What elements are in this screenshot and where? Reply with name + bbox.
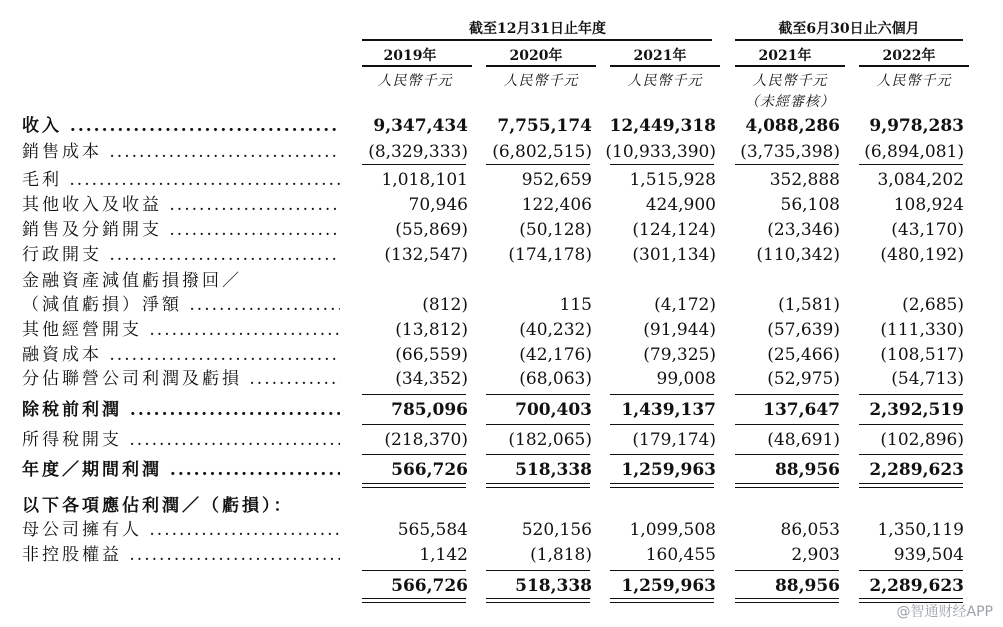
row-value: (3,735,398) xyxy=(740,142,840,162)
row-value: 352,888 xyxy=(769,170,840,190)
row-value: 70,946 xyxy=(408,195,468,215)
table-row xyxy=(0,574,1003,598)
row-value: (4,172) xyxy=(654,295,716,315)
row-value: 1,439,137 xyxy=(621,400,716,420)
row-label: 母公司擁有人 ..... xyxy=(22,518,340,542)
double-rule xyxy=(735,598,839,603)
double-rule xyxy=(362,598,466,603)
single-rule xyxy=(735,570,839,571)
table-row xyxy=(0,218,1003,242)
row-value: (50,128) xyxy=(519,220,592,240)
single-rule xyxy=(735,424,839,425)
row-value: 7,755,174 xyxy=(497,116,592,136)
single-rule xyxy=(859,570,963,571)
row-value: 115 xyxy=(559,295,592,315)
single-rule xyxy=(859,394,963,395)
row-value: (34,352) xyxy=(395,369,468,389)
row-value: 566,726 xyxy=(391,576,468,596)
year-rule xyxy=(362,65,472,67)
row-value: 3,084,202 xyxy=(877,170,964,190)
row-label xyxy=(22,574,340,598)
row-label: 分佔聯營公司利潤及虧損 ..... xyxy=(22,367,340,391)
table-row xyxy=(0,494,1003,518)
row-label: 融資成本 ..... xyxy=(22,343,340,367)
row-value: (812) xyxy=(422,295,468,315)
unit-label: 人民幣千元 xyxy=(503,73,579,89)
row-value: (66,559) xyxy=(395,345,468,365)
double-rule xyxy=(610,598,714,603)
single-rule xyxy=(610,424,714,425)
row-value: 2,289,623 xyxy=(869,576,964,596)
table-row xyxy=(0,168,1003,192)
row-value: 160,455 xyxy=(645,545,716,565)
single-rule xyxy=(362,424,466,425)
row-value: (182,065) xyxy=(508,430,592,450)
row-value: 2,903 xyxy=(791,545,840,565)
row-value: (10,933,390) xyxy=(605,142,716,162)
table-row xyxy=(0,543,1003,567)
table-row xyxy=(0,140,1003,164)
row-value: 1,142 xyxy=(419,545,468,565)
row-label: 行政開支 ..... xyxy=(22,243,340,267)
row-label: 非控股權益 ..... xyxy=(22,543,340,567)
row-value: (54,713) xyxy=(891,369,964,389)
row-value: (6,802,515) xyxy=(492,142,592,162)
row-value: 518,338 xyxy=(515,576,592,596)
unaudited-label: （未經審核） xyxy=(745,94,835,110)
row-value: (52,975) xyxy=(767,369,840,389)
row-value: 518,338 xyxy=(515,460,592,480)
single-rule xyxy=(610,394,714,395)
row-value: 99,008 xyxy=(656,369,716,389)
row-label: 其他經營開支 ..... xyxy=(22,318,340,342)
table-row xyxy=(0,458,1003,482)
double-rule xyxy=(486,483,590,488)
single-rule xyxy=(859,454,963,455)
row-value: (108,517) xyxy=(880,345,964,365)
row-value: 4,088,286 xyxy=(745,116,840,136)
row-value: (42,176) xyxy=(519,345,592,365)
row-value: (1,581) xyxy=(778,295,840,315)
table-row xyxy=(0,193,1003,217)
single-rule xyxy=(610,454,714,455)
double-rule xyxy=(610,483,714,488)
row-value: 88,956 xyxy=(774,460,840,480)
row-value: 1,259,963 xyxy=(621,460,716,480)
row-label: 除稅前利潤 ..... xyxy=(22,398,340,422)
single-rule xyxy=(735,164,839,165)
period-header-half: 截至6月30日止六個月 xyxy=(778,21,920,37)
row-value: 700,403 xyxy=(515,400,592,420)
row-value: (13,812) xyxy=(395,320,468,340)
single-rule xyxy=(362,394,466,395)
single-rule xyxy=(610,570,714,571)
single-rule xyxy=(486,394,590,395)
table-row xyxy=(0,428,1003,452)
row-value: 566,726 xyxy=(391,460,468,480)
row-value: (48,691) xyxy=(767,430,840,450)
period-header-year: 截至12月31日止年度 xyxy=(469,21,606,37)
year-header-2020: 2020年 xyxy=(509,48,563,64)
table-row xyxy=(0,293,1003,317)
watermark: @智通财经APP xyxy=(896,604,993,620)
row-value: (174,178) xyxy=(508,245,592,265)
row-label: 其他收入及收益 ..... xyxy=(22,193,340,217)
row-value: 12,449,318 xyxy=(609,116,716,136)
year-rule xyxy=(735,65,845,67)
row-value: 122,406 xyxy=(521,195,592,215)
row-value: 86,053 xyxy=(780,520,840,540)
row-value: 9,347,434 xyxy=(373,116,468,136)
table-row xyxy=(0,367,1003,391)
year-rule xyxy=(610,65,720,67)
table-row xyxy=(0,343,1003,367)
single-rule xyxy=(859,164,963,165)
row-value: 1,099,508 xyxy=(629,520,716,540)
row-value: 2,289,623 xyxy=(869,460,964,480)
row-value: 56,108 xyxy=(780,195,840,215)
year-rule xyxy=(486,65,596,67)
row-value: (102,896) xyxy=(880,430,964,450)
row-value: 785,096 xyxy=(391,400,468,420)
row-value: 1,259,963 xyxy=(621,576,716,596)
row-label: 收入 ..... xyxy=(22,114,340,138)
row-value: (55,869) xyxy=(395,220,468,240)
row-label: 毛利 ..... xyxy=(22,168,340,192)
year-header-2021-half: 2021年 xyxy=(758,48,812,64)
row-value: (40,232) xyxy=(519,320,592,340)
row-value: (43,170) xyxy=(891,220,964,240)
row-label: 年度／期間利潤 ..... xyxy=(22,458,340,482)
period-header-year-rule xyxy=(362,39,712,41)
double-rule xyxy=(486,598,590,603)
row-value: (6,894,081) xyxy=(864,142,964,162)
table-row xyxy=(0,114,1003,138)
row-value: 2,392,519 xyxy=(869,400,964,420)
row-value: (23,346) xyxy=(767,220,840,240)
row-value: (68,063) xyxy=(519,369,592,389)
single-rule xyxy=(735,454,839,455)
unit-label: 人民幣千元 xyxy=(876,73,952,89)
row-value: (480,192) xyxy=(880,245,964,265)
single-rule xyxy=(486,424,590,425)
row-value: (124,124) xyxy=(632,220,716,240)
row-value: (8,329,333) xyxy=(368,142,468,162)
row-value: (132,547) xyxy=(384,245,468,265)
table-row xyxy=(0,318,1003,342)
row-value: 1,350,119 xyxy=(877,520,964,540)
row-value: 137,647 xyxy=(763,400,840,420)
single-rule xyxy=(735,394,839,395)
table-row xyxy=(0,243,1003,267)
row-value: (2,685) xyxy=(902,295,964,315)
single-rule xyxy=(486,454,590,455)
row-value: 520,156 xyxy=(521,520,592,540)
single-rule xyxy=(610,164,714,165)
year-rule xyxy=(859,65,969,67)
row-value: (91,944) xyxy=(643,320,716,340)
row-value: 9,978,283 xyxy=(869,116,964,136)
row-value: (111,330) xyxy=(880,320,964,340)
row-label: 銷售成本 ..... xyxy=(22,140,340,164)
row-value: 952,659 xyxy=(521,170,592,190)
row-value: 939,504 xyxy=(893,545,964,565)
year-header-2019: 2019年 xyxy=(383,48,437,64)
row-value: (301,134) xyxy=(632,245,716,265)
row-value: (1,818) xyxy=(530,545,592,565)
row-label: 所得稅開支 ..... xyxy=(22,428,340,452)
row-value: 88,956 xyxy=(774,576,840,596)
unit-label: 人民幣千元 xyxy=(377,73,453,89)
row-value: (179,174) xyxy=(632,430,716,450)
row-value: (25,466) xyxy=(767,345,840,365)
row-value: 108,924 xyxy=(893,195,964,215)
row-label: 以下各項應佔利潤／（虧損）： xyxy=(22,496,294,516)
table-row xyxy=(0,398,1003,422)
single-rule xyxy=(362,454,466,455)
year-header-2021: 2021年 xyxy=(633,48,687,64)
row-value: (57,639) xyxy=(767,320,840,340)
single-rule xyxy=(486,164,590,165)
period-header-half-rule xyxy=(735,39,963,41)
single-rule xyxy=(362,164,466,165)
table-row xyxy=(0,518,1003,542)
table-row xyxy=(0,269,1003,293)
double-rule xyxy=(735,483,839,488)
unit-label: 人民幣千元 xyxy=(752,73,828,89)
row-value: 424,900 xyxy=(645,195,716,215)
row-value: 565,584 xyxy=(397,520,468,540)
single-rule xyxy=(859,424,963,425)
single-rule xyxy=(362,570,466,571)
single-rule xyxy=(486,570,590,571)
row-label: 銷售及分銷開支 ..... xyxy=(22,218,340,242)
year-header-2022-half: 2022年 xyxy=(882,48,936,64)
row-value: (218,370) xyxy=(384,430,468,450)
double-rule xyxy=(362,483,466,488)
unit-label: 人民幣千元 xyxy=(627,73,703,89)
row-value: (79,325) xyxy=(643,345,716,365)
row-value: 1,515,928 xyxy=(629,170,716,190)
row-value: (110,342) xyxy=(756,245,840,265)
row-label: 金融資產減值虧損撥回／ xyxy=(22,271,242,291)
row-value: 1,018,101 xyxy=(381,170,468,190)
row-label: （減值虧損）淨額 ..... xyxy=(22,293,340,317)
double-rule xyxy=(859,483,963,488)
